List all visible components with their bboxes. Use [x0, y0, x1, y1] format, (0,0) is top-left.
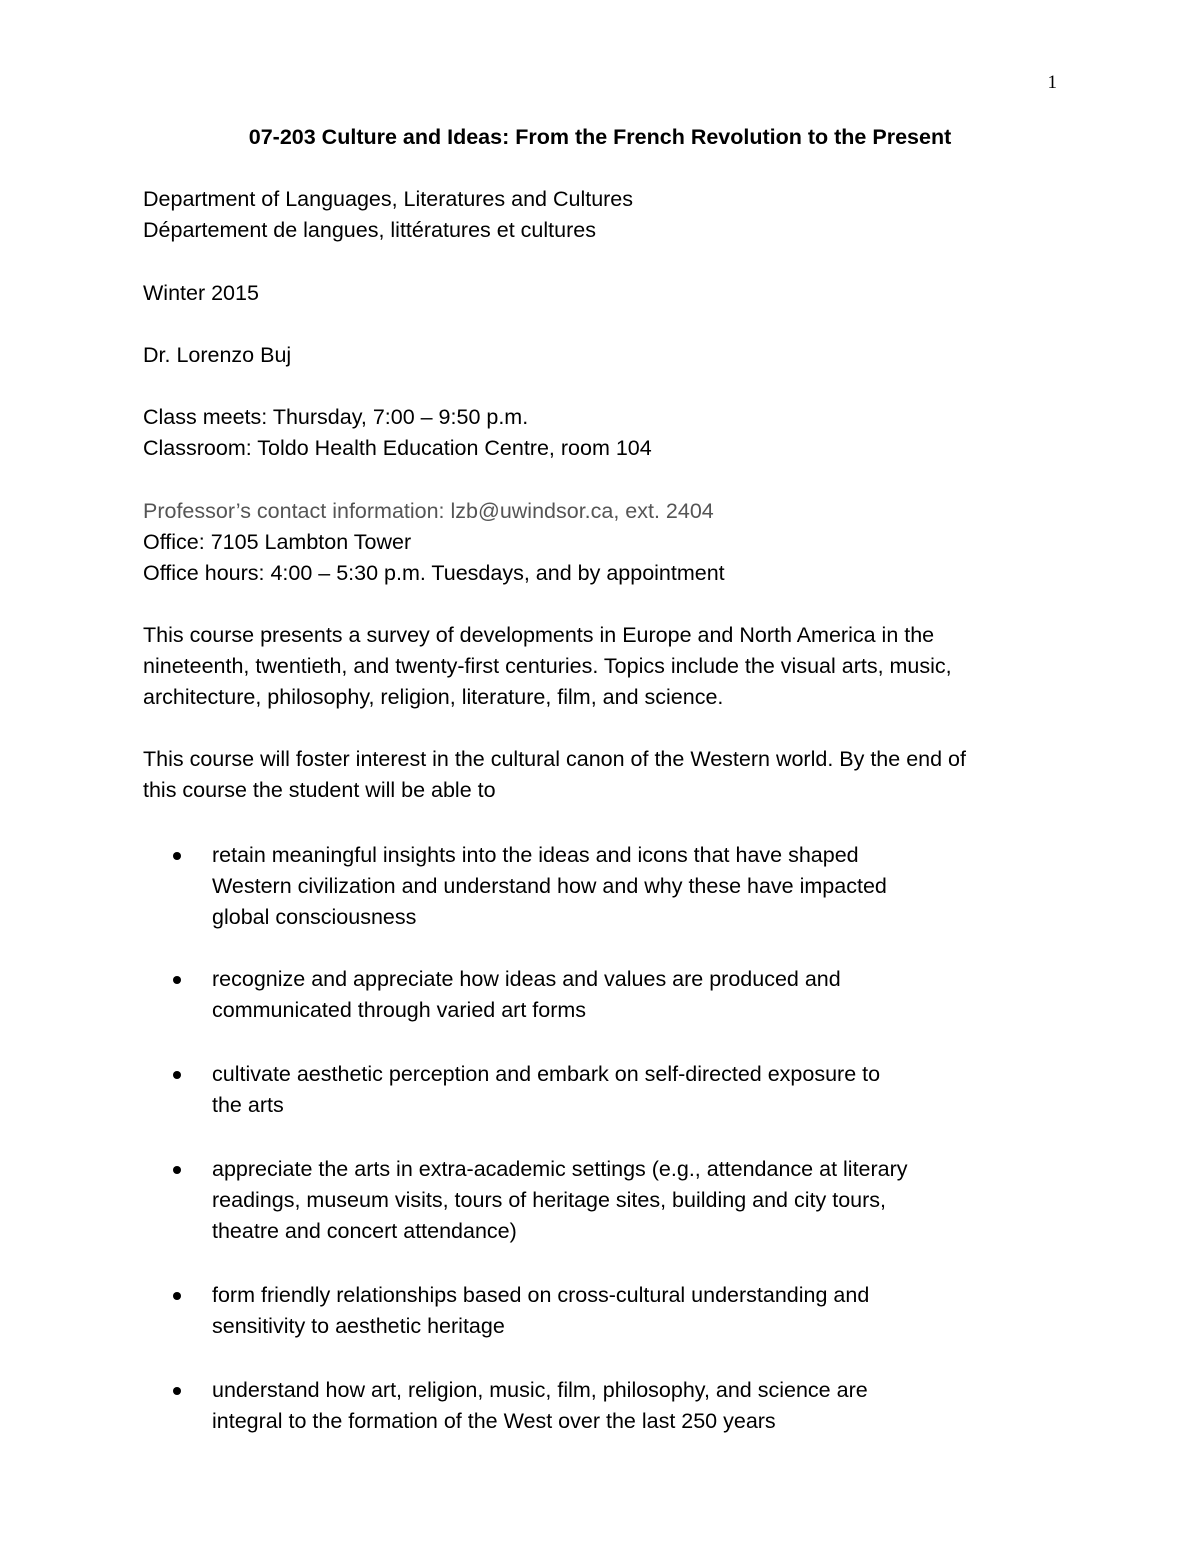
outcomes-intro-line: This course will foster interest in the cultural canon of the Western world. By the end of — [143, 747, 966, 771]
list-item-text — [212, 964, 841, 1026]
list-item-line: integral to the formation of the West over the last 250 years — [212, 1409, 776, 1433]
bullet-icon — [173, 976, 181, 984]
outcomes-intro-line: this course the student will be able to — [143, 778, 496, 802]
list-item-text — [212, 1059, 880, 1121]
class-info — [143, 402, 652, 464]
course-title: 07-203 Culture and Ideas: From the French Revolution to the Present — [248, 125, 952, 149]
course-description — [143, 620, 952, 713]
list-item-line: form friendly relationships based on cross-cultural understanding and — [212, 1283, 870, 1307]
bullet-icon — [173, 1387, 181, 1395]
list-item-line: recognize and appreciate how ideas and values are produced and — [212, 967, 841, 991]
list-item-text — [212, 1375, 868, 1437]
list-item-text — [212, 1280, 869, 1342]
class-meets: Class meets: Thursday, 7:00 – 9:50 p.m. — [143, 405, 529, 429]
bullet-icon — [173, 1292, 181, 1300]
department-french: Département de langues, littératures et cultures — [143, 218, 596, 242]
bullet-icon — [173, 1166, 181, 1174]
office-line: Office: 7105 Lambton Tower — [143, 530, 412, 554]
list-item-line: retain meaningful insights into the ideas and icons that have shaped — [212, 843, 859, 867]
list-item-line: global consciousness — [212, 905, 417, 929]
classroom: Classroom: Toldo Health Education Centre, room 104 — [143, 436, 652, 460]
list-item-line: readings, museum visits, tours of heritage sites, building and city tours, — [212, 1188, 886, 1212]
list-item-text — [212, 840, 887, 933]
list-item-line: Western civilization and understand how and why these have impacted — [212, 874, 887, 898]
contact-line: Professor’s contact information: lzb@uwindsor.ca, ext. 2404 — [143, 499, 714, 523]
bullet-icon — [173, 1071, 181, 1079]
instructor-name: Dr. Lorenzo Buj — [143, 343, 292, 367]
list-item-line: appreciate the arts in extra-academic settings (e.g., attendance at literary — [212, 1157, 908, 1181]
list-item-line: sensitivity to aesthetic heritage — [212, 1314, 505, 1338]
description-line: architecture, philosophy, religion, literature, film, and science. — [143, 685, 724, 709]
list-item-line: communicated through varied art forms — [212, 998, 587, 1022]
list-item-text — [212, 1154, 908, 1247]
description-line: nineteenth, twentieth, and twenty-first centuries. Topics include the visual arts, music, — [143, 654, 952, 678]
description-line: This course presents a survey of developments in Europe and North America in the — [143, 623, 935, 647]
list-item-line: understand how art, religion, music, film, philosophy, and science are — [212, 1378, 868, 1402]
department-english: Department of Languages, Literatures and Cultures — [143, 187, 634, 211]
department-block — [143, 184, 633, 246]
page-number: 1 — [1047, 72, 1057, 93]
outcomes-intro — [143, 744, 966, 806]
bullet-icon — [173, 852, 181, 860]
list-item-line: theatre and concert attendance) — [212, 1219, 517, 1243]
list-item-line: cultivate aesthetic perception and embark on self-directed exposure to — [212, 1062, 881, 1086]
list-item-line: the arts — [212, 1093, 284, 1117]
contact-info — [143, 496, 725, 589]
office-hours-line: Office hours: 4:00 – 5:30 p.m. Tuesdays, and by appointment — [143, 561, 725, 585]
term: Winter 2015 — [143, 281, 259, 305]
